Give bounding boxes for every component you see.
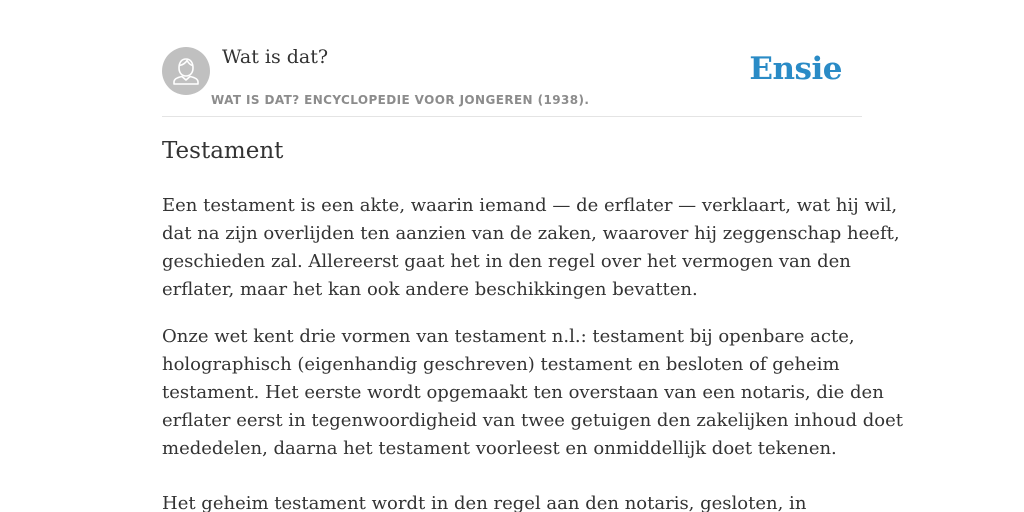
source-avatar[interactable]: [162, 47, 210, 95]
article-body: [162, 192, 903, 512]
user-icon: [162, 47, 210, 95]
article-paragraph: [162, 192, 900, 304]
source-subtitle: WAT IS DAT? ENCYCLOPEDIE VOOR JONGEREN (1938).: [211, 93, 590, 107]
text-line: geschieden zal. Allereerst gaat het in den regel over het vermogen van den: [162, 251, 851, 272]
text-line: erflater eerst in tegenwoordigheid van twee getuigen den zakelijken inhoud doet: [162, 410, 903, 431]
text-line: dat na zijn overlijden ten aanzien van de zaken, waarover hij zeggenschap heeft,: [162, 223, 900, 244]
text-line: Een testament is een akte, waarin iemand — de erflater — verklaart, wat hij wil,: [162, 195, 898, 216]
ensie-logo-link[interactable]: Ensie: [749, 51, 842, 87]
text-line: erflater, maar het kan ook andere beschikkingen bevatten.: [162, 279, 698, 300]
entry-title: Testament: [162, 138, 284, 164]
article-paragraph: [162, 490, 862, 512]
text-line: Onze wet kent drie vormen van testament n.l.: testament bij openbare acte,: [162, 326, 855, 347]
page-container: [162, 0, 903, 512]
text-line: Het geheim testament wordt in den regel aan den notaris, gesloten, in: [162, 493, 807, 512]
text-line: testament. Het eerste wordt opgemaakt ten overstaan van een notaris, die den: [162, 382, 884, 403]
source-header: [162, 0, 862, 117]
text-line: mededelen, daarna het testament voorleest en onmiddellijk doet tekenen.: [162, 438, 837, 459]
text-line: holographisch (eigenhandig geschreven) testament en besloten of geheim: [162, 354, 840, 375]
source-title-link[interactable]: Wat is dat?: [222, 46, 329, 68]
article-paragraph: [162, 323, 903, 463]
